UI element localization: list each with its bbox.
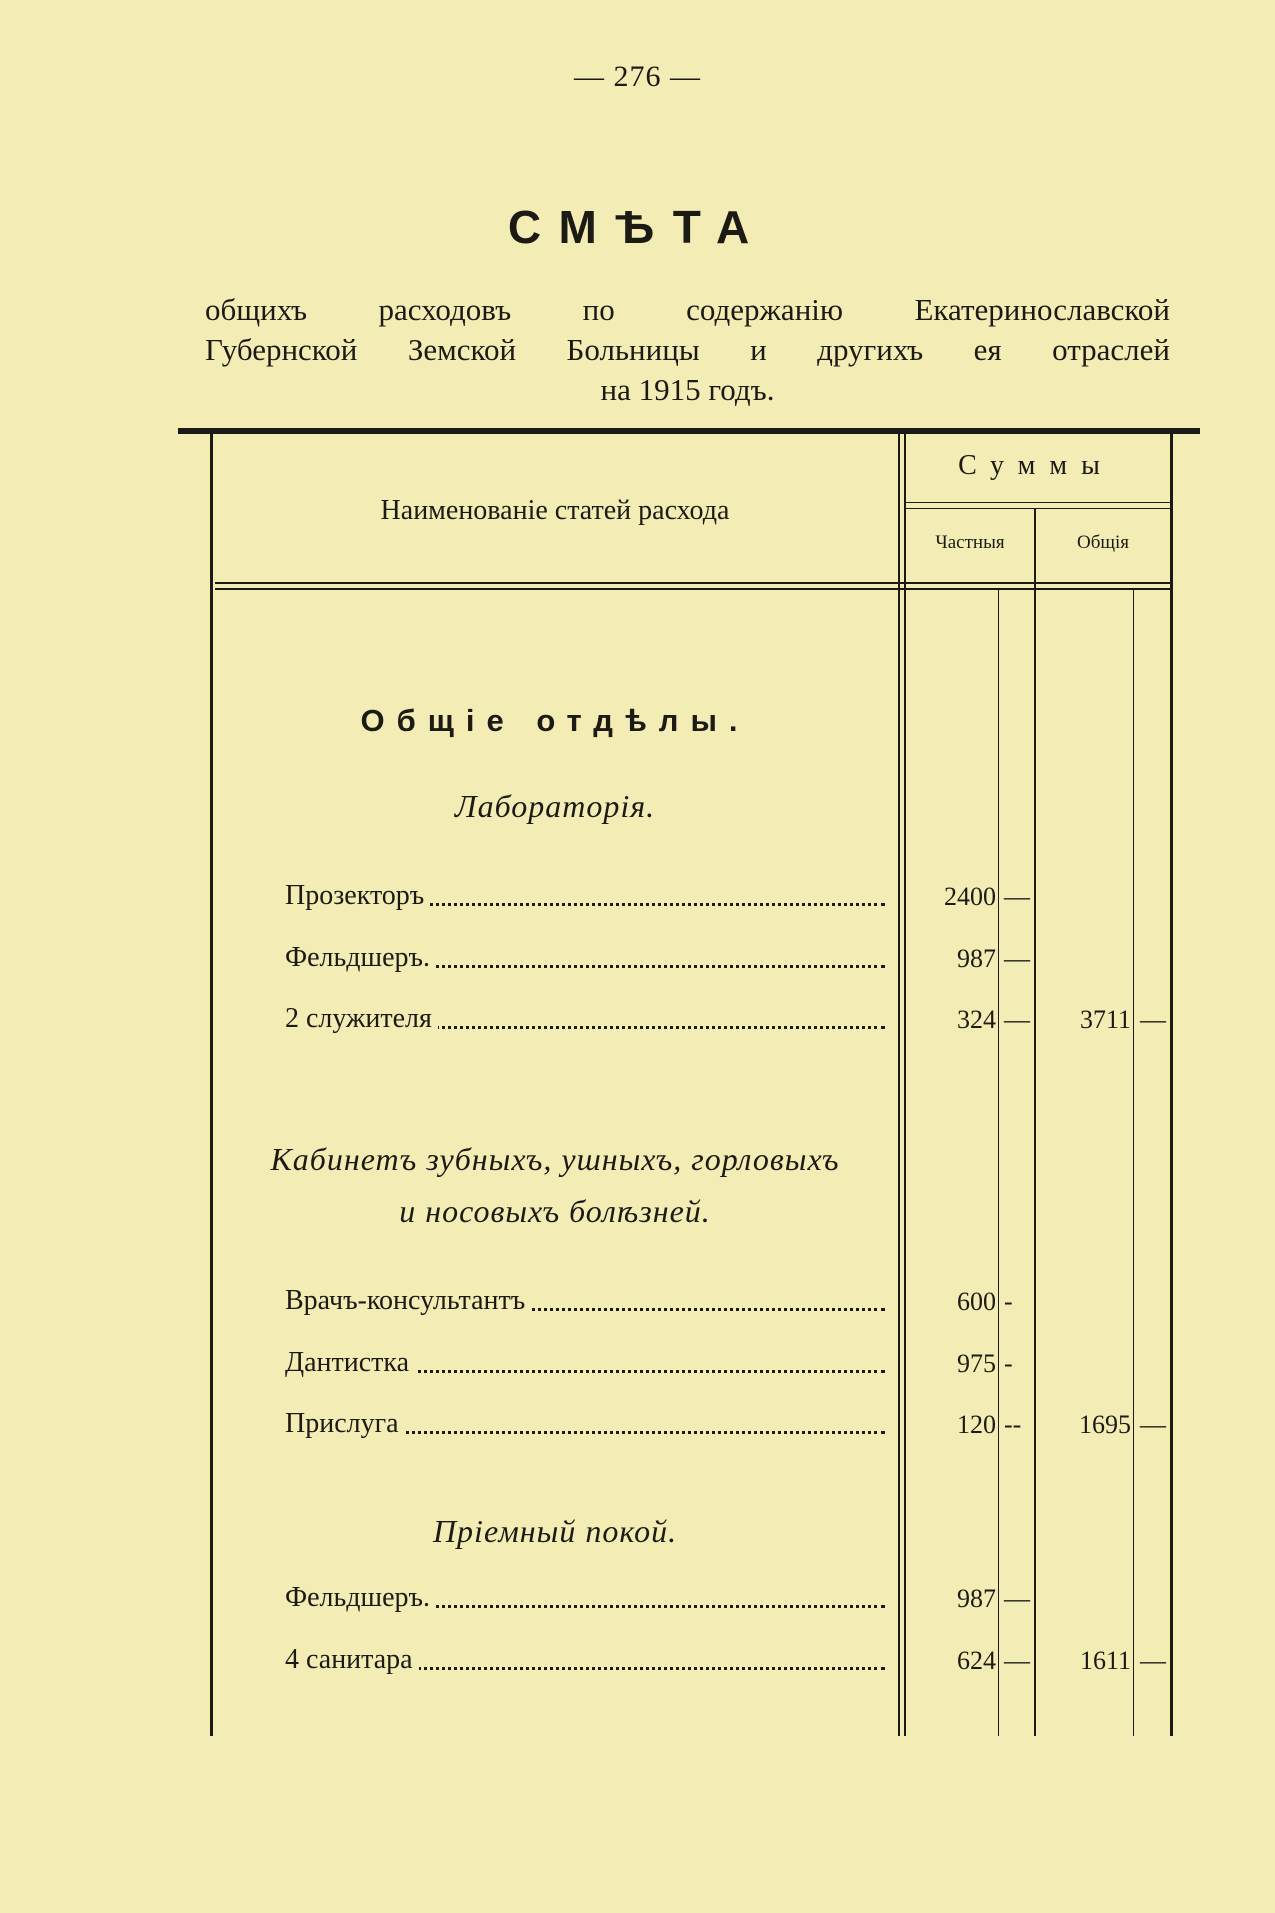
header-sums: Суммы <box>958 450 1114 481</box>
private-value: 120 <box>957 1410 996 1439</box>
private-value: 324 <box>957 1005 996 1034</box>
total-value: 1695 <box>1079 1410 1131 1439</box>
document-subtitle <box>205 290 1170 410</box>
table-row <box>285 1644 885 1676</box>
total-dash: — <box>1140 1005 1166 1034</box>
column-rule-private-b <box>904 434 906 1736</box>
total-dash: — <box>1140 1646 1166 1675</box>
table-row <box>285 1582 885 1614</box>
private-value: 987 <box>957 1584 996 1613</box>
document-title: СМѢТА <box>507 201 768 253</box>
private-dash: -- <box>1004 1410 1022 1439</box>
total-value: 3711 <box>1079 1005 1131 1034</box>
row-label: Фельдшеръ. <box>285 942 436 973</box>
subtitle-line-3: на 1915 годъ. <box>600 372 775 407</box>
private-value: 600 <box>957 1287 996 1316</box>
header-bottom-rule-b <box>215 588 1170 590</box>
row-label: 2 служителя <box>285 1003 438 1034</box>
section-heading: Кабинетъ зубныхъ, ушныхъ, горловыхъ <box>270 1141 840 1177</box>
row-label: Дантистка <box>285 1347 415 1378</box>
private-kopeck-rule <box>998 590 999 1736</box>
private-dash: - <box>1004 1287 1013 1316</box>
table-row <box>285 1285 885 1317</box>
private-dash: — <box>1004 1646 1030 1675</box>
page-number: — 276 — <box>574 60 701 93</box>
total-value: 1611 <box>1079 1646 1131 1675</box>
header-bottom-rule-a <box>215 582 1170 584</box>
table-row <box>285 880 885 912</box>
private-value: 2400 <box>944 882 996 911</box>
private-dash: — <box>1004 1584 1030 1613</box>
table-row <box>285 1003 885 1035</box>
private-value: 624 <box>957 1646 996 1675</box>
private-value: 987 <box>957 944 996 973</box>
private-dash: - <box>1004 1349 1013 1378</box>
subtitle-line-2: Губернской Земской Больницы и другихъ ея отраслей <box>205 332 1170 367</box>
row-label: Врачъ-консультантъ <box>285 1285 531 1316</box>
header-name: Наименованіе статей расхода <box>380 495 730 526</box>
section-heading: Лабораторія. <box>454 788 656 824</box>
total-kopeck-rule <box>1133 590 1134 1736</box>
row-label: 4 санитара <box>285 1644 419 1675</box>
table-left-rule <box>210 434 213 1736</box>
row-label: Фельдшеръ. <box>285 1582 436 1613</box>
total-dash: — <box>1140 1410 1166 1439</box>
section-heading: Пріемный покой. <box>432 1513 678 1549</box>
row-label: Прислуга <box>285 1408 405 1439</box>
table-row <box>285 1347 885 1379</box>
private-dash: — <box>1004 882 1030 911</box>
table-row <box>285 942 885 974</box>
column-rule-private-a <box>898 434 900 1736</box>
private-dash: — <box>1004 1005 1030 1034</box>
private-value: 975 <box>957 1349 996 1378</box>
header-total: Общія <box>1076 532 1130 553</box>
sums-divider-a <box>906 502 1170 503</box>
sums-divider-b <box>906 508 1170 509</box>
column-rule-total <box>1034 508 1036 1736</box>
row-label: Прозекторъ <box>285 880 430 911</box>
private-dash: — <box>1004 944 1030 973</box>
table-top-rule <box>178 428 1200 434</box>
table-row <box>285 1408 885 1440</box>
table-right-rule <box>1170 434 1173 1736</box>
general-heading: Общіе отдѣлы. <box>360 703 750 738</box>
header-private: Частныя <box>935 532 1005 553</box>
section-heading: и носовыхъ болѣзней. <box>399 1193 711 1229</box>
subtitle-line-1: общихъ расходовъ по содержанію Екатеринославской <box>205 292 1170 327</box>
